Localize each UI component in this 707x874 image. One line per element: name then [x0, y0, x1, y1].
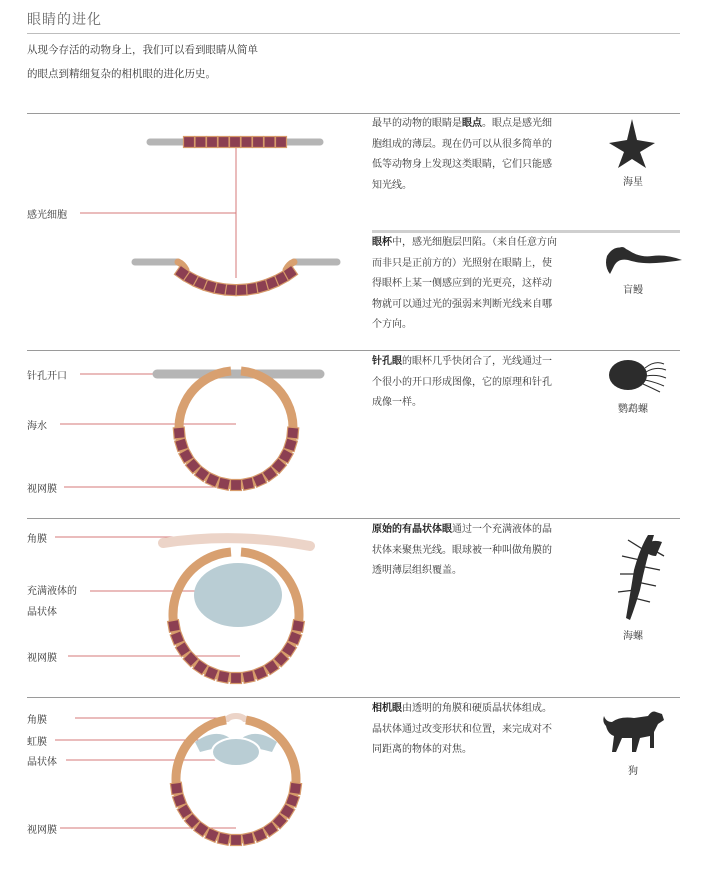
animal-caption-hagfish: 盲鳗 [623, 285, 643, 296]
photoreceptor-cell [230, 137, 241, 148]
photoreceptor-cell [276, 137, 287, 148]
photoreceptor-cell [217, 670, 230, 683]
photoreceptor-cell [170, 782, 182, 794]
nautilus-icon [609, 360, 666, 392]
label-fluid-filled: 充满液体的 [27, 586, 77, 597]
photoreceptor-cell [207, 137, 218, 148]
intro-line-2: 的眼点到精细复杂的相机眼的进化历史。 [27, 68, 216, 80]
label-seawater: 海水 [27, 421, 47, 432]
photoreceptor-cell [292, 620, 305, 633]
animal-caption-sea-snail: 海螺 [623, 631, 643, 642]
photoreceptor-cell [175, 438, 189, 452]
label-cornea: 角膜 [27, 534, 47, 545]
label-retina: 视网膜 [27, 825, 57, 836]
photoreceptor-cell [241, 137, 252, 148]
label-lens: 晶状体 [27, 757, 57, 768]
photoreceptor-cell [231, 835, 242, 846]
label-lens: 晶状体 [27, 607, 57, 618]
sea-snail-icon [618, 535, 664, 620]
label-iris: 虹膜 [27, 737, 47, 748]
dog-icon [603, 712, 664, 753]
desc-eye-cup: 眼杯中，感光细胞层凹陷。（来自任意方向而非只是正前方的）光照射在眼睛上，使得眼杯上某一侧感应到的光更亮，这样动物就可以通过光的强弱来判断光线来自哪个方向。 [372, 237, 557, 330]
photoreceptor-cell [217, 832, 230, 845]
photoreceptor-cell [168, 620, 181, 633]
photoreceptor-cell [287, 427, 299, 439]
photoreceptor-cell [231, 673, 242, 684]
animal-caption-dog: 狗 [628, 766, 638, 777]
photoreceptor-cell [241, 477, 254, 490]
camera-eye-diagram [170, 716, 301, 846]
photoreceptor-cell [173, 427, 185, 439]
hagfish-icon [606, 248, 682, 274]
desc-lens-eye: 原始的有晶状体眼通过一个充满液体的晶状体来聚焦光线。眼球被一种叫做角膜的透明薄层组织覆盖。 [372, 524, 552, 576]
desc-eyespot: 最早的动物的眼睛是眼点。眼点是感光细胞组成的薄层。现在仍可以从很多简单的低等动物身上发现这类眼睛，它们只能感知光线。 [372, 118, 552, 191]
desc-pinhole-eye: 针孔眼的眼杯几乎快闭合了，光线通过一个很小的开口形成图像，它的原理和针孔成像一样。 [372, 356, 552, 408]
pinhole-eye-diagram [157, 371, 320, 491]
photoreceptor-cell [195, 137, 206, 148]
photoreceptor-cell [231, 480, 242, 491]
label-cornea: 角膜 [27, 715, 47, 726]
intro-line-1: 从现今存活的动物身上，我们可以看到眼睛从简单 [27, 44, 258, 56]
photoreceptor-cell [242, 832, 255, 845]
photoreceptor-cell [184, 137, 195, 148]
eyespot-diagram [150, 137, 320, 148]
photoreceptor-cell [253, 137, 264, 148]
photoreceptor-cell [289, 782, 301, 794]
label-retina: 视网膜 [27, 484, 57, 495]
lens-eye-diagram [163, 538, 310, 683]
animal-caption-nautilus: 鹦鹉螺 [618, 404, 648, 415]
label-pinhole-opening: 针孔开口 [27, 371, 67, 382]
label-retina: 视网膜 [27, 653, 57, 664]
starfish-icon [609, 119, 655, 168]
label-photoreceptor: 感光细胞 [27, 210, 67, 221]
desc-camera-eye: 相机眼由透明的角膜和硬质晶状体组成。晶状体通过改变形状和位置，来完成对不同距离的物体的对焦。 [372, 703, 552, 755]
page-title: 眼睛的进化 [27, 12, 102, 28]
photoreceptor-cell [218, 137, 229, 148]
photoreceptor-cell [235, 284, 247, 296]
animal-caption-starfish: 海星 [623, 177, 643, 188]
photoreceptor-cell [264, 137, 275, 148]
photoreceptor-cell [242, 670, 255, 683]
